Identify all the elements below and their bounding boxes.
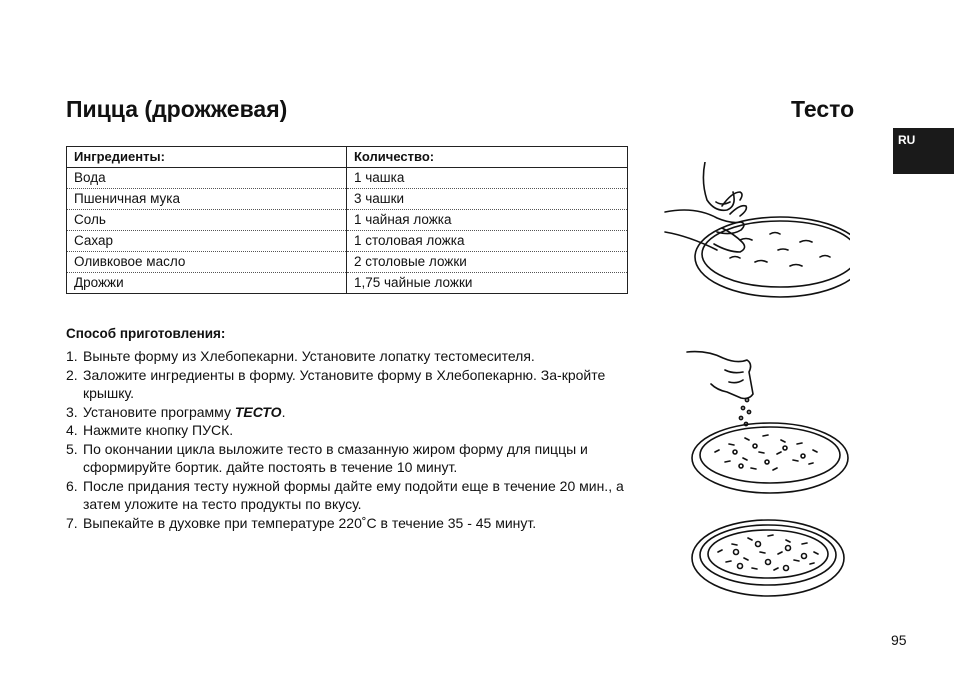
list-item — [66, 347, 628, 366]
step-text: Заложите ингредиенты в форму. Установите форму в Хлебопекарню. За-кройте крышку. — [83, 366, 606, 401]
table-row — [67, 189, 628, 210]
hand-sprinkling-toppings-icon — [685, 340, 850, 495]
quantity-cell: 1 чайная ложка — [347, 210, 628, 231]
ingredient-cell: Пшеничная мука — [67, 189, 347, 210]
finished-pizza-icon — [688, 514, 848, 600]
table-header-row — [67, 147, 628, 168]
header-quantity: Количество: — [347, 147, 628, 168]
table-row — [67, 273, 628, 294]
ingredient-cell: Сахар — [67, 231, 347, 252]
language-tab — [893, 128, 954, 174]
step-number: 2. — [66, 366, 78, 383]
quantity-cell: 3 чашки — [347, 189, 628, 210]
ingredient-cell: Оливковое масло — [67, 252, 347, 273]
quantity-cell: 1 столовая ложка — [347, 231, 628, 252]
page-title: Пицца (дрожжевая) — [66, 96, 288, 122]
ingredients-table — [66, 146, 628, 294]
table-row — [67, 210, 628, 231]
list-item — [66, 403, 628, 422]
step-number: 1. — [66, 348, 78, 364]
language-label: RU — [898, 133, 916, 147]
table-row — [67, 231, 628, 252]
table-row — [67, 168, 628, 189]
list-item — [66, 366, 628, 403]
header-ingredients: Ингредиенты: — [67, 147, 347, 168]
quantity-cell: 2 столовые ложки — [347, 252, 628, 273]
ingredient-cell: Дрожжи — [74, 275, 124, 290]
step-number: 5. — [66, 440, 78, 457]
step-number: 7. — [66, 514, 78, 531]
step-text: По окончании цикла выложите тесто в смазанную жиром форму для пиццы и сформируйте бортик. дайте постоять в течение 10 минут. — [83, 440, 588, 475]
list-item — [66, 440, 628, 477]
ingredient-cell: Вода — [67, 168, 347, 189]
table-row — [67, 252, 628, 273]
page-number: 95 — [891, 632, 907, 648]
quantity-cell: 1,75 чайные ложки — [347, 273, 628, 294]
quantity-cell: 1 чашка — [347, 168, 628, 189]
hands-shaping-dough-icon — [660, 162, 850, 302]
list-item — [66, 514, 628, 533]
method-steps — [66, 347, 628, 532]
step-number: 6. — [66, 477, 78, 494]
step-text: Выньте форму из Хлебопекарни. Установите лопатку тестомесителя. — [83, 348, 535, 364]
program-name: ТЕСТО — [234, 403, 282, 420]
step-text: Нажмите кнопку ПУСК. — [83, 422, 234, 438]
step-text: Установите программу ТЕСТО. — [83, 403, 286, 420]
ingredient-cell: Соль — [67, 210, 347, 231]
step-number: 4. — [66, 422, 78, 438]
step-text: Выпекайте в духовке при температуре 220˚C в течение 35 - 45 минут. — [83, 514, 537, 531]
step-number: 3. — [66, 403, 78, 420]
section-title: Тесто — [791, 96, 855, 122]
list-item — [66, 477, 628, 514]
step-text: После придания тесту нужной формы дайте ему подойти еще в течение 20 мин., а затем уложите на тесто продукты по вкусу. — [83, 477, 624, 512]
method-title: Способ приготовления: — [66, 326, 226, 341]
list-item — [66, 421, 628, 440]
